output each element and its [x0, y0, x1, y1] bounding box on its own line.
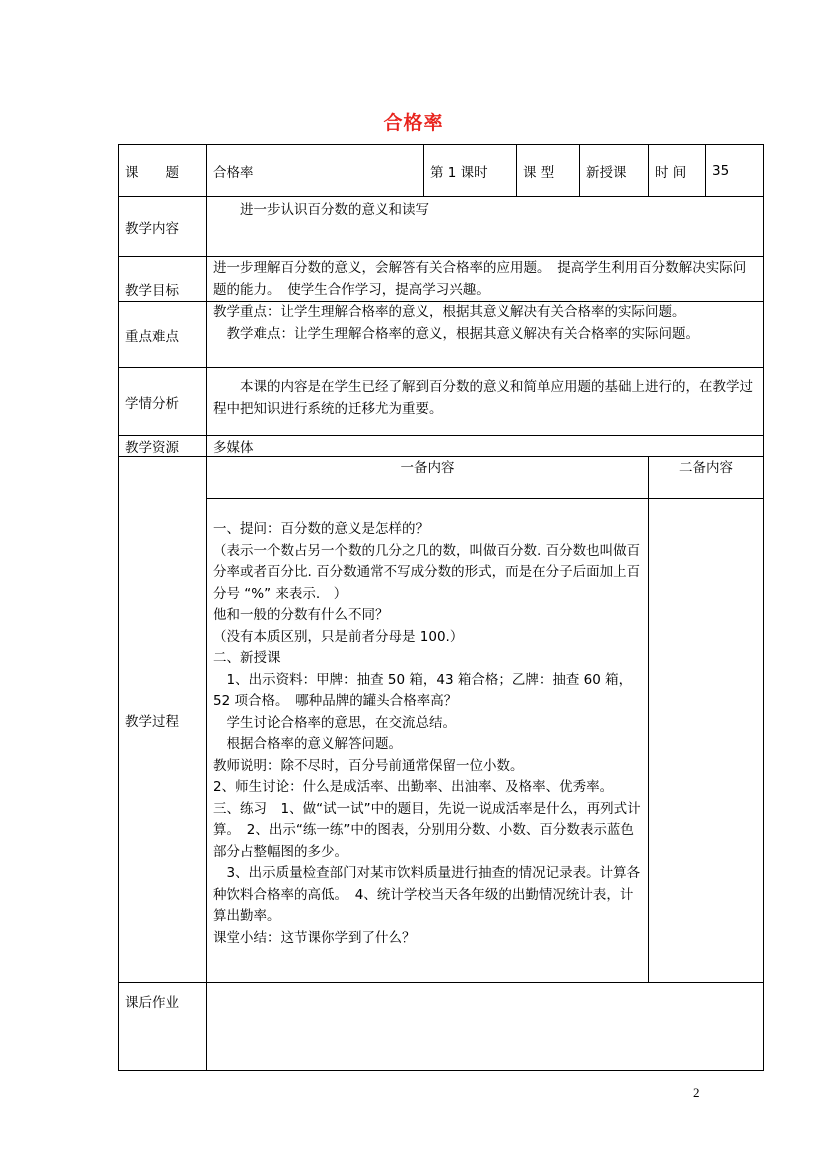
- keypoints-cell: [207, 302, 764, 368]
- resources-label: 教学资源: [119, 436, 207, 457]
- type-label: 课 型: [517, 145, 580, 197]
- type-value: 新授课: [580, 145, 649, 197]
- process-line-5: 二、新授课: [213, 650, 281, 666]
- keypoints-row: [119, 302, 764, 368]
- analysis-cell: [207, 368, 764, 436]
- second-prep-content: [649, 499, 764, 983]
- subject-label: 课 题: [119, 145, 207, 197]
- process-line-8: 根据合格率的意义解答问题。: [226, 736, 402, 752]
- second-prep-header: 二备内容: [649, 457, 764, 499]
- process-header-row: [119, 457, 764, 499]
- page-number: 2: [693, 1085, 700, 1100]
- keypoints-label: 重点难点: [119, 302, 207, 368]
- analysis-label: 学情分析: [119, 368, 207, 436]
- process-line-6: 1、出示资料：甲牌：抽查 50 箱，43 箱合格；乙牌：抽查 60 箱，52 项合格。 哪种品牌的罐头合格率高？: [213, 671, 633, 709]
- process-line-10: 2、师生讨论：什么是成活率、出勤率、出油率、及格率、优秀率。: [213, 779, 614, 795]
- process-line-7: 学生讨论合格率的意思，在交流总结。: [226, 714, 456, 731]
- homework-row: [119, 983, 764, 1071]
- lesson-plan-table: [118, 144, 764, 1071]
- analysis-row: [119, 368, 764, 436]
- content-row: [119, 197, 764, 257]
- process-line-2: （表示一个数占另一个数的几分之几的数，叫做百分数. 百分数也叫做百分率或者百分比. 百分数通常不写成分数的形式，而是在分子后面加上百分号 “%” 来表示. ）: [213, 542, 641, 602]
- time-label: 时 间: [649, 145, 706, 197]
- process-line-4: （没有本质区别，只是前者分母是 100.）: [213, 628, 464, 645]
- time-value: 35: [706, 145, 764, 197]
- document-title: 合格率: [383, 112, 444, 134]
- goals-cell: [207, 257, 764, 302]
- process-line-3: 他和一般的分数有什么不同？: [213, 607, 389, 623]
- goals-row: [119, 257, 764, 302]
- process-line-11: 三、练习 1、做“试一试”中的题目，先说一说成活率是什么，再列式计算。 2、出示“练一练”中的图表，分别用分数、小数、百分数表示蓝色部分占整幅图的多少。: [213, 800, 641, 860]
- goals-text: 进一步理解百分数的意义，会解答有关合格率的应用题。 提高学生利用百分数解决实际问题的能力。 使学生合作学习，提高学习兴趣。: [213, 260, 747, 298]
- process-line-13: 课堂小结：这节课你学到了什么？: [213, 929, 416, 946]
- process-line-1: 一、提问：百分数的意义是怎样的？: [213, 521, 429, 537]
- period-value: 第 1 课时: [424, 145, 517, 197]
- goals-label: 教学目标: [119, 257, 207, 302]
- content-label: 教学内容: [119, 197, 207, 257]
- content-text: 进一步认识百分数的意义和读写: [240, 202, 429, 218]
- header-row: [119, 145, 764, 197]
- resources-text: 多媒体: [207, 436, 764, 457]
- first-prep-header: 一备内容: [207, 457, 649, 499]
- process-label: 教学过程: [119, 457, 207, 983]
- subject-value: 合格率: [207, 145, 424, 197]
- keypoints-line1: 教学重点：让学生理解合格率的意义，根据其意义解决有关合格率的实际问题。: [213, 304, 686, 320]
- homework-label: 课后作业: [119, 983, 207, 1071]
- content-cell: [207, 197, 764, 257]
- process-line-9: 教师说明：除不尽时，百分号前通常保留一位小数。: [213, 757, 524, 774]
- keypoints-line2: 教学难点：让学生理解合格率的意义，根据其意义解决有关合格率的实际问题。: [226, 325, 699, 342]
- homework-content: [207, 983, 764, 1071]
- first-prep-content: [207, 499, 649, 983]
- analysis-text: 本课的内容是在学生已经了解到百分数的意义和简单应用题的基础上进行的，在教学过程中把知识进行系统的迁移尤为重要。: [213, 379, 753, 417]
- resources-row: [119, 436, 764, 457]
- process-line-12: 3、出示质量检查部门对某市饮料质量进行抽查的情况记录表。计算各种饮料合格率的高低。 4、统计学校当天各年级的出勤情况统计表，计算出勤率。: [213, 865, 641, 924]
- process-body-row: [119, 499, 764, 983]
